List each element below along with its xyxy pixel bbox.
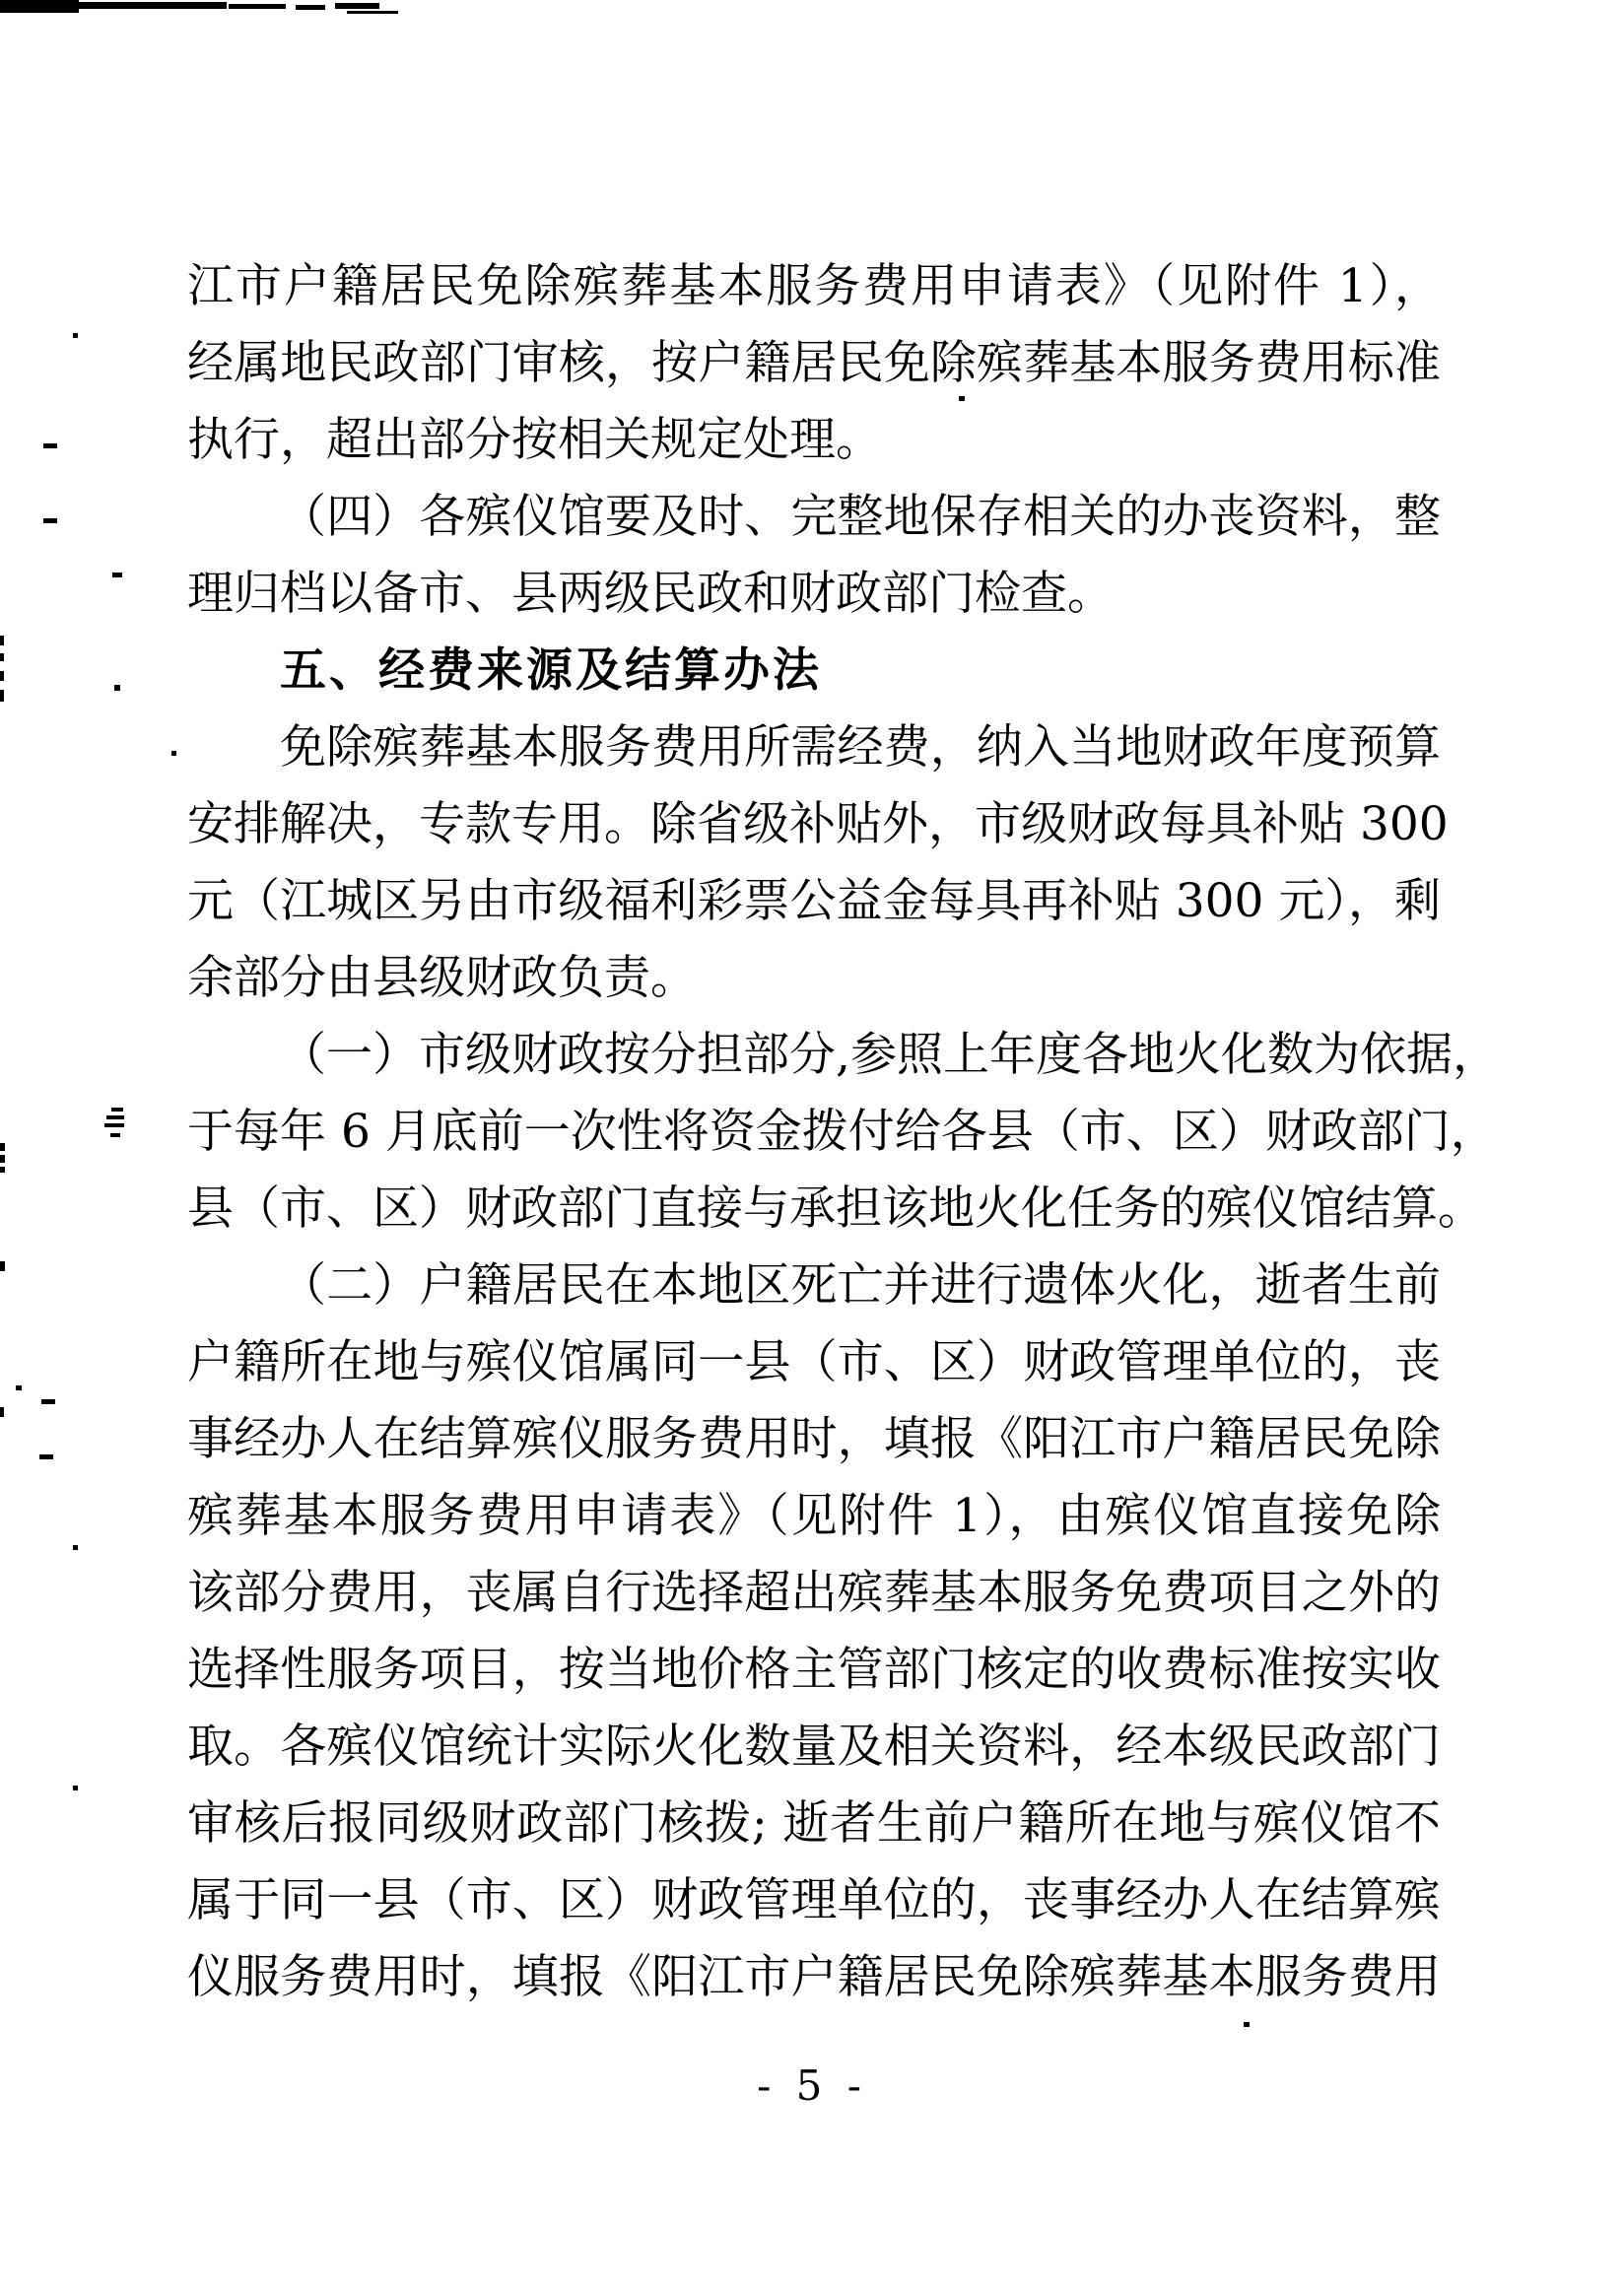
text-line-13: 县（市、区）财政部门直接与承担该地火化任务的殡仪馆结算。: [187, 1181, 1484, 1236]
text-line-3: 执行，超出部分按相关规定处理。: [187, 413, 882, 467]
edge-tick: [0, 1143, 5, 1151]
page-number: - 5 -: [757, 2061, 867, 2110]
edge-tick: [0, 653, 4, 661]
margin-speck: [1244, 2022, 1250, 2027]
pencil-mark: [106, 1115, 124, 1119]
text-line-17: 殡葬基本服务费用申请表》（见附件 1），由殡仪馆直接免除: [187, 1489, 1441, 1543]
scan-edge-bar: [77, 2, 227, 9]
text-line-14: （二）户籍居民在本地区死亡并进行遗体火化，逝者生前: [280, 1258, 1441, 1313]
text-line-6: 五、经费来源及结算办法: [280, 643, 822, 698]
margin-dash: [43, 518, 57, 523]
text-line-10: 余部分由县级财政负责。: [187, 951, 697, 1005]
text-line-23: 仪服务费用时，填报《阳江市户籍居民免除殡葬基本服务费用: [187, 1950, 1441, 2004]
text-line-4: （四）各殡仪馆要及时、完整地保存相关的办丧资料，整: [280, 490, 1441, 544]
scan-edge-bar: [296, 5, 325, 10]
text-line-5: 理归档以备市、县两级民政和财政部门检查。: [187, 567, 1114, 621]
text-line-20: 取。各殡仪馆统计实际火化数量及相关资料，经本级民政部门: [187, 1720, 1441, 1774]
pencil-mark: [111, 1108, 123, 1112]
edge-tick: [0, 671, 4, 681]
text-line-19: 选择性服务项目，按当地价格主管部门核定的收费标准按实收: [187, 1643, 1441, 1697]
margin-speck: [73, 1545, 78, 1550]
text-line-15: 户籍所在地与殡仪馆属同一县（市、区）财政管理单位的，丧: [187, 1335, 1441, 1389]
pencil-mark: [104, 1123, 124, 1127]
edge-tick: [0, 1261, 5, 1271]
margin-dash: [112, 573, 122, 577]
margin-speck: [73, 333, 78, 338]
scan-edge-bar: [335, 3, 379, 9]
edge-tick: [0, 1167, 5, 1173]
text-line-18: 该部分费用，丧属自行选择超出殡葬基本服务免费项目之外的: [187, 1566, 1441, 1620]
text-line-8: 安排解决，专款专用。除省级补贴外，市级财政每具补贴 300: [187, 797, 1449, 851]
edge-tick: [0, 1407, 4, 1417]
text-line-9: 元（江城区另由市级福利彩票公益金每具再补贴 300 元），剩: [187, 874, 1441, 928]
text-line-16: 事经办人在结算殡仪服务费用时，填报《阳江市户籍居民免除: [187, 1412, 1441, 1466]
pencil-mark: [110, 1133, 120, 1137]
text-line-11: （一）市级财政按分担部分,参照上年度各地火化数为依据，: [280, 1028, 1499, 1082]
scan-edge-bar: [347, 11, 398, 14]
text-line-12: 于每年 6 月底前一次性将资金拨付给各县（市、区）财政部门，: [187, 1105, 1497, 1159]
text-line-7: 免除殡葬基本服务费用所需经费，纳入当地财政年度预算: [280, 720, 1441, 775]
margin-dash: [43, 443, 57, 448]
margin-speck: [16, 1385, 22, 1390]
text-line-21: 审核后报同级财政部门核拨; 逝者生前户籍所在地与殡仪馆不: [187, 1796, 1441, 1851]
scan-edge-bar: [229, 4, 286, 9]
margin-speck: [73, 1786, 78, 1790]
text-line-2: 经属地民政部门审核，按户籍居民免除殡葬基本服务费用标准: [187, 336, 1441, 390]
margin-dash: [39, 1454, 53, 1459]
scan-edge-bar: [0, 0, 79, 13]
text-line-22: 属于同一县（市、区）财政管理单位的，丧事经办人在结算殡: [187, 1873, 1441, 1927]
edge-tick: [0, 1155, 5, 1163]
text-line-1: 江市户籍居民免除殡葬基本服务费用申请表》（见附件 1），: [187, 259, 1441, 313]
margin-speck: [171, 751, 176, 756]
edge-tick: [0, 636, 4, 645]
edge-tick: [0, 690, 4, 702]
margin-dash: [41, 1399, 55, 1404]
margin-speck: [114, 685, 120, 691]
document-body: [187, 248, 1499, 2016]
